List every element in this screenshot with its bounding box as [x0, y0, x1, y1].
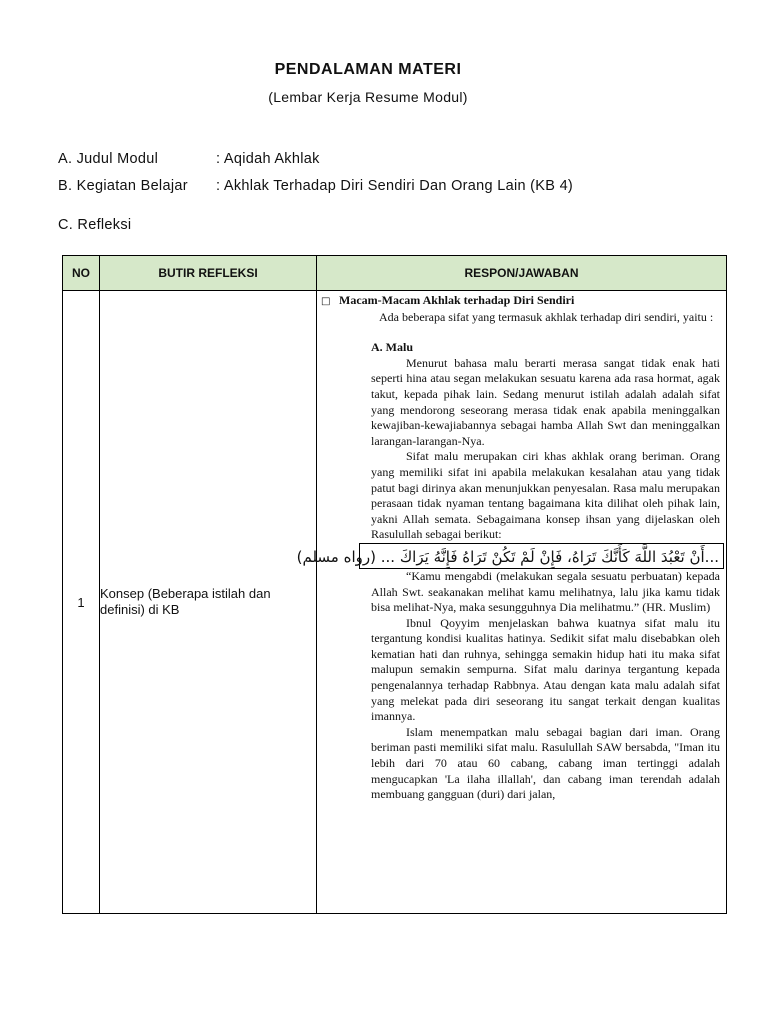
learning-activity-label: B. Kegiatan Belajar [58, 178, 188, 194]
section-malu [296, 340, 720, 803]
hadith-translation: “Kamu mengabdi (melakukan segala sesuatu perbuatan) kepada Allah Swt. seakanakan melihat kamu melihatnya, lalu jika kamu tidak bisa melihat-Nya, maka sesungguhnya Dia melihatmu.” (HR. Muslim) [371, 568, 720, 615]
page-subtitle: (Lembar Kerja Resume Modul) [268, 89, 468, 105]
module-title-label: A. Judul Modul [58, 151, 159, 167]
header-butir-refleksi: BUTIR REFLEKSI [100, 256, 317, 291]
response-intro: Ada beberapa sifat yang termasuk akhlak terhadap diri sendiri, yaitu : [379, 309, 714, 324]
paragraph: Sifat malu merupakan ciri khas akhlak orang beriman. Orang yang memiliki sifat ini apabila melakukan kesalahan atau yang tidak patut bagi dirinya akan menunjukkan penyesalan. Rasa malu merupakan perasaan tidak nyaman tentang bagaimana kita dilihat oleh pihak lain, yakni Allah semata. Sebagaimana konsep ihsan yang dijelaskan oleh Rasulullah sebagai berikut: [371, 449, 720, 542]
square-bullet-icon: □ [321, 296, 331, 307]
learning-activity-row [58, 178, 573, 194]
reflection-item: Konsep (Beberapa istilah dan definisi) di KB [100, 291, 317, 914]
learning-activity-value: : Akhlak Terhadap Diri Sendiri Dan Orang Lain (KB 4) [216, 178, 574, 194]
response-cell [296, 291, 727, 914]
response-heading [321, 293, 720, 310]
paragraph: Menurut bahasa malu berarti merasa sangat tidak enak hati seperti hina atau segan melakukan sesuatu karena ada rasa hormat, agak takut, kepada pihak lain. Sedang menurut istilah adalah adalah sifat yang mendorong seseorang merasa tidak enak apabila meninggalkan kewajiban-kewajiabannya sebagai hamba Allah Swt dan meninggalkan larangan-larangan-Nya. [371, 355, 720, 448]
reflection-table [62, 255, 727, 914]
module-title-value: : Aqidah Akhlak [216, 151, 320, 167]
page-title: PENDALAMAN MATERI [274, 61, 462, 78]
paragraph: Islam menempatkan malu sebagai bagian dari iman. Orang beriman pasti memiliki sifat malu. Rasulullah SAW bersabda, "Iman itu lebih dari 70 atau 60 cabang, cabang iman tertinggi adalah mengucapkan 'La ilaha illallah', dan cabang iman terendah adalah membuang gangguan (duri) dari jalan, [371, 724, 720, 802]
table-header-row [63, 256, 727, 291]
paragraph: Ibnul Qoyyim menjelaskan bahwa kuatnya sifat malu itu tergantung kondisi kualitas hatinya. Sedikit sifat malu disebabkan oleh kematian hati dan ruhnya, sehingga semakin hidup hati itu maka sifat malupun semakin sempurna. Sifat malu darinya tergantung kepada pengenalannya terhadap Rabbnya. Atau dengan kata malu adalah sifat yang melekat pada diri seseorang itu sangat terkait dengan kualitas imannya. [371, 615, 720, 724]
table-row [63, 291, 727, 914]
response-content [296, 293, 720, 803]
response-heading-text: Macam-Macam Akhlak terhadap Diri Sendiri [339, 293, 575, 307]
header-no: NO [63, 256, 100, 291]
row-number: 1 [63, 291, 100, 914]
reflection-heading: C. Refleksi [58, 217, 132, 233]
section-malu-heading: A. Malu [371, 340, 413, 355]
arabic-hadith-box: ...أَنْ تَعْبُدَ اللَّهَ كَأَنَّكَ تَرَاهُ، فَإِنْ لَمْ تَكُنْ تَرَاهُ فَإِنَّهُ يَرَاكَ ... (رواه مسلم) [359, 543, 724, 569]
module-title-row [58, 151, 320, 167]
header-respon-jawaban: RESPON/JAWABAN [317, 256, 727, 291]
